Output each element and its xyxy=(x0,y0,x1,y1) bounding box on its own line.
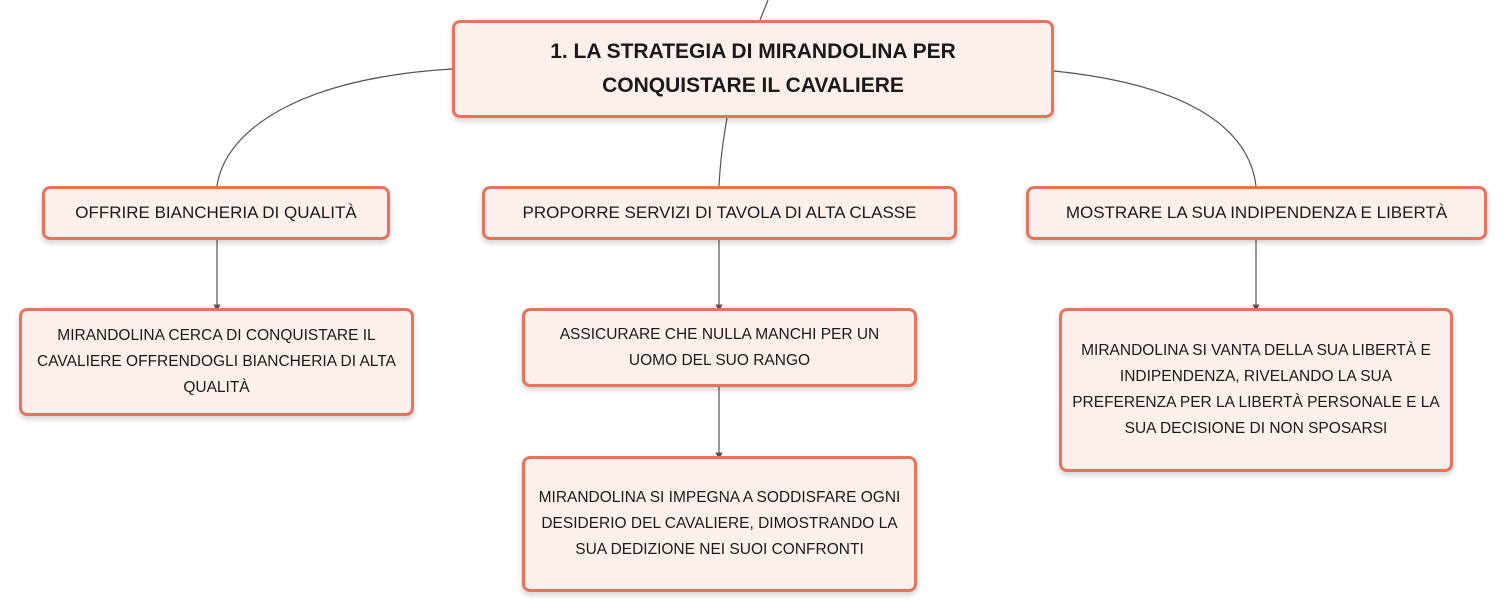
branch-node-biancheria[interactable] xyxy=(42,186,390,240)
connector-root-branch-3 xyxy=(1054,71,1256,186)
leaf-node-dedizione[interactable] xyxy=(522,456,917,592)
leaf-node-rango[interactable] xyxy=(522,308,917,387)
branch-label: PROPORRE SERVIZI DI TAVOLA DI ALTA CLASSE xyxy=(522,203,917,222)
branch-label: OFFRIRE BIANCHERIA DI QUALITÀ xyxy=(75,203,357,222)
leaf-text: MIRANDOLINA CERCA DI CONQUISTARE IL CAVALIERE OFFRENDOGLI BIANCHERIA DI ALTA QUALITÀ xyxy=(37,327,396,396)
branch-node-servizi-tavola[interactable] xyxy=(482,186,957,240)
branch-label: MOSTRARE LA SUA INDIPENDENZA E LIBERTÀ xyxy=(1065,203,1448,222)
leaf-node-liberta-detail[interactable] xyxy=(1059,308,1453,472)
leaf-node-biancheria-detail[interactable] xyxy=(19,308,414,416)
branch-node-indipendenza[interactable] xyxy=(1026,186,1487,240)
leaf-text: ASSICURARE CHE NULLA MANCHI PER UN UOMO DEL SUO RANGO xyxy=(559,325,880,369)
leaf-text: MIRANDOLINA SI IMPEGNA A SODDISFARE OGNI DESIDERIO DEL CAVALIERE, DIMOSTRANDO LA SUA DEDIZIONE NEI SUOI CONFRONTI xyxy=(538,489,901,558)
root-topic-label: 1. LA STRATEGIA DI MIRANDOLINA PER CONQUISTARE IL CAVALIERE xyxy=(550,40,956,97)
connector-parent xyxy=(760,0,768,20)
leaf-text: MIRANDOLINA SI VANTA DELLA SUA LIBERTÀ E INDIPENDENZA, RIVELANDO LA SUA PREFERENZA PER LA LIBERTÀ PERSONALE E LA SUA DECISIONE DI NON SPOSARSI xyxy=(1072,342,1440,437)
connector-root-branch-2 xyxy=(719,118,727,186)
connector-root-branch-1 xyxy=(217,69,452,186)
root-topic-node[interactable] xyxy=(452,20,1054,118)
